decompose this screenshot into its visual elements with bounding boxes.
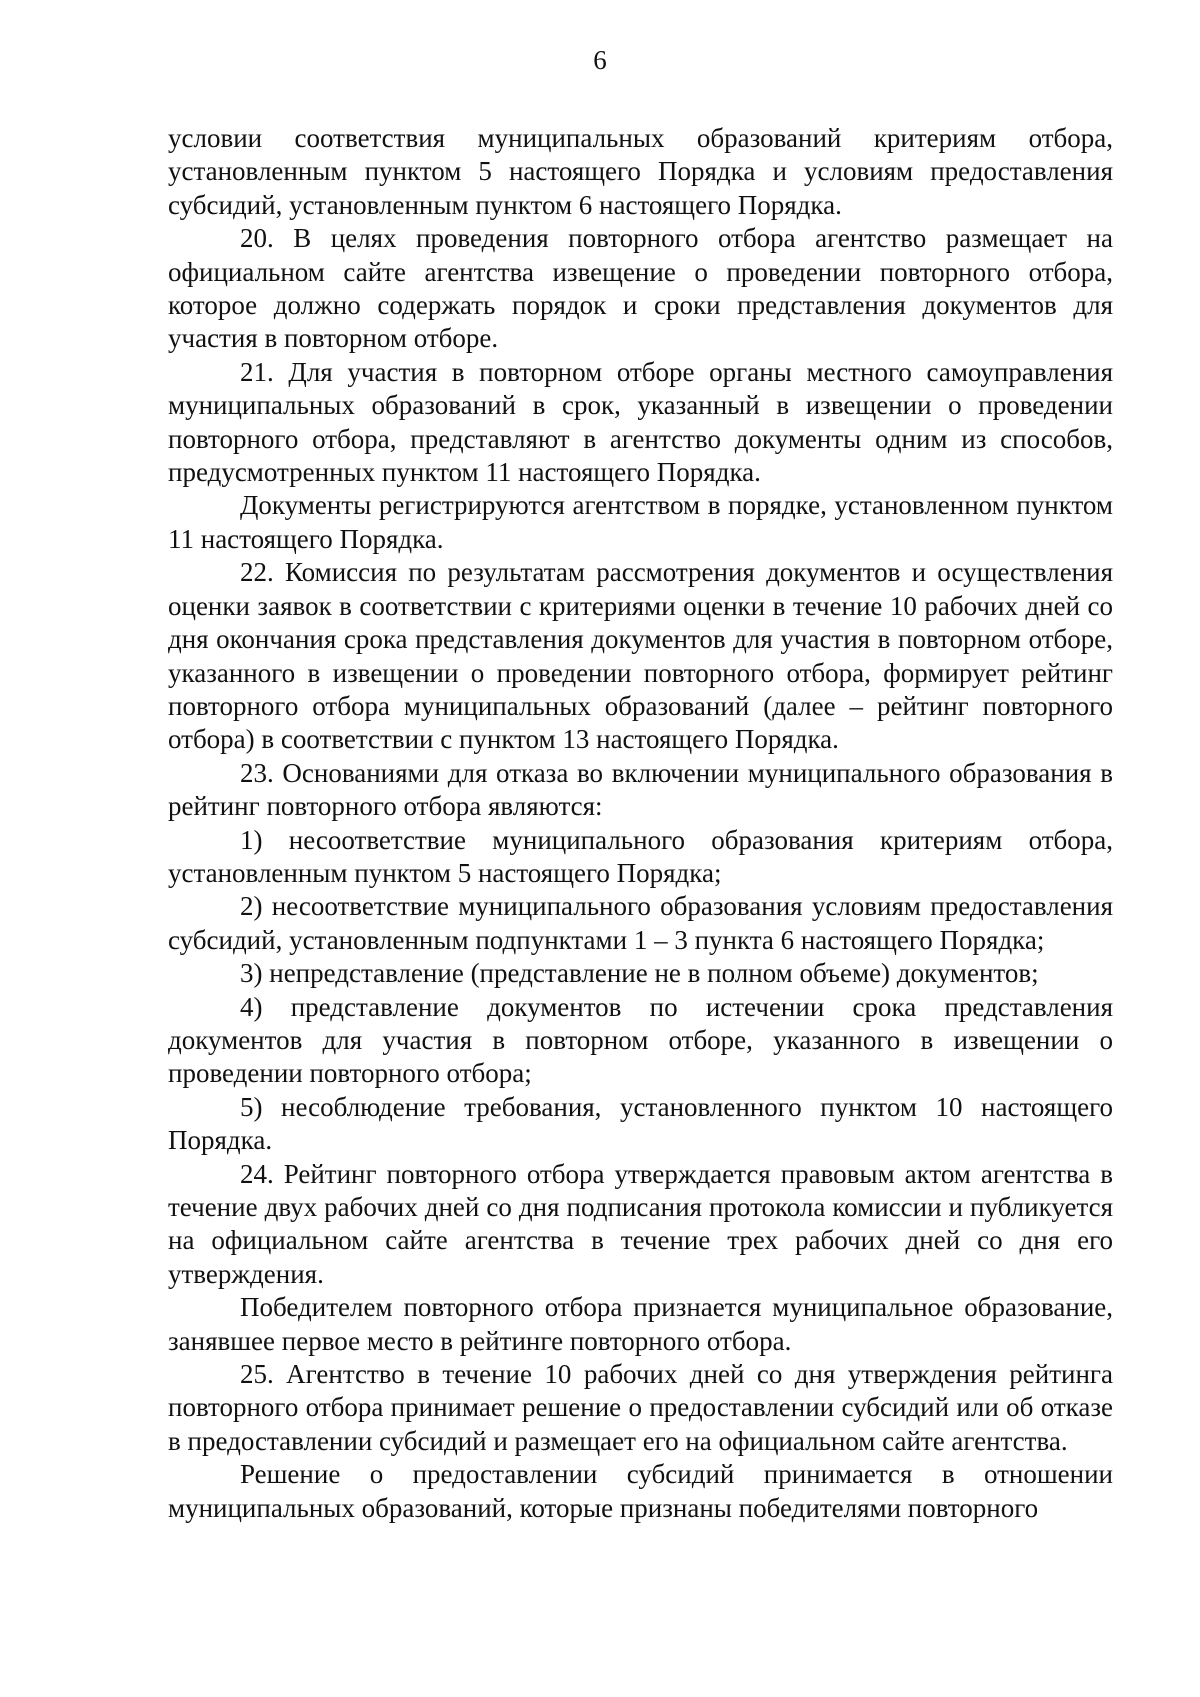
list-item-23-3: 3) непредставление (представление не в полном объеме) документов; — [240, 958, 1039, 989]
page-number: 6 — [593, 45, 607, 75]
paragraph-25: 25. Агентство в течение 10 рабочих дней со дня утверждения рейтинга повторного отбора принимает решение о предоставлении субсидий или об отказе в предоставлении субсидий и размещает его на официальном сайте агентства. — [168, 1359, 1113, 1456]
paragraph-25-decision: Решение о предоставлении субсидий принимается в отношении муниципальных образований, которые признаны победителями повторного — [168, 1459, 1113, 1523]
paragraph-24: 24. Рейтинг повторного отбора утверждается правовым актом агентства в течение двух рабочих дней со дня подписания протокола комиссии и публикуется на официальном сайте агентства в течение трех рабочих дней со дня его утверждения. — [168, 1158, 1113, 1289]
list-item-23-5: 5) несоблюдение требования, установленного пунктом 10 настоящего Порядка. — [168, 1091, 1113, 1156]
list-item-23-1: 1) несоответствие муниципального образования критериям отбора, установленным пунктом 5 настоящего Порядка; — [168, 824, 1113, 888]
paragraph-21: 21. Для участия в повторном отборе органы местного самоуправления муниципальных образований в срок, указанный в извещении о проведении повторного отбора, представляют в агентство документы одним из способов, предусмотренных пунктом 11 настоящего Порядка. — [168, 356, 1113, 488]
paragraph-23: 23. Основаниями для отказа во включении муниципального образования в рейтинг повторного отбора являются: — [168, 757, 1113, 822]
list-item-23-2: 2) несоответствие муниципального образования условиям предоставления субсидий, установленным подпунктами 1 – 3 пункта 6 настоящего Порядка; — [168, 891, 1113, 955]
paragraph-20: 20. В целях проведения повторного отбора агентство размещает на официальном сайте агентства извещение о проведении повторного отбора, которое должно содержать порядок и сроки представления документов для участия в повторном отборе. — [168, 223, 1113, 354]
paragraph-continuation: условии соответствия муниципальных образований критериям отбора, установленным пунктом 5 настоящего Порядка и условиям предоставления субсидий, установленным пунктом 6 настоящего Порядка. — [168, 123, 1113, 220]
document-body — [168, 122, 1113, 1525]
paragraph-22: 22. Комиссия по результатам рассмотрения документов и осуществления оценки заявок в соответствии с критериями оценки в течение 10 рабочих дней со дня окончания срока представления документов для участия в повторном отборе, указанного в извещении о проведении повторного отбора, формирует рейтинг повторного отбора муниципальных образований (далее – рейтинг повторного отбора) в соответствии с пунктом 13 настоящего Порядка. — [168, 557, 1113, 755]
paragraph-21-documents-registration: Документы регистрируются агентством в порядке, установленном пунктом 11 настоящего Порядка. — [168, 490, 1113, 554]
paragraph-24-winner: Победителем повторного отбора признается муниципальное образование, занявшее первое место в рейтинге повторного отбора. — [168, 1292, 1113, 1356]
list-item-23-4: 4) представление документов по истечении срока представления документов для участия в повторном отборе, указанного в извещении о проведении повторного отбора; — [168, 991, 1113, 1089]
